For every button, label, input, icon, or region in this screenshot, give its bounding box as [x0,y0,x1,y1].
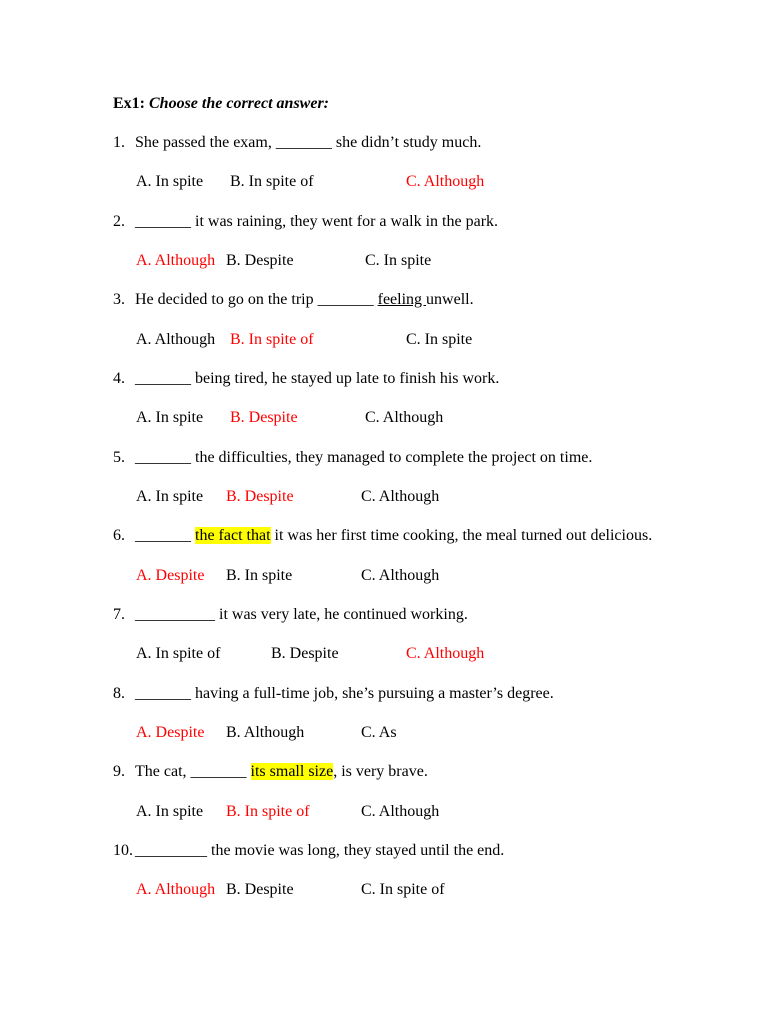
option-b: B. Although [226,724,305,741]
question-3 [113,290,474,310]
option-a: A. In spite [136,803,204,820]
options-5 [136,487,676,507]
question-number: 5. [113,449,125,466]
option-b: B. Despite [271,645,339,662]
option-b: B. Despite [226,252,294,269]
highlighted-phrase: the fact that [195,527,271,544]
question-text: _______ having a full-time job, she’s pursuing a master’s degree. [135,685,554,702]
question-text: _______ being tired, he stayed up late to finish his work. [135,370,500,387]
option-c: C. In spite [406,331,473,348]
option-c: C. Although [361,488,440,505]
options-10 [136,880,676,900]
option-a: A. Although [136,331,216,348]
question-text: __________ it was very late, he continued working. [135,606,468,623]
question-text: _________ the movie was long, they stayed until the end. [135,842,505,859]
exercise-instruction: Choose the correct answer: [149,95,329,112]
question-7 [113,605,468,625]
option-a-correct: A. Although [136,881,216,898]
question-number: 1. [113,134,125,151]
question-text-after: , is very brave. [333,763,428,780]
question-10 [113,841,504,861]
question-text-before: He decided to go on the trip _______ [135,291,378,308]
options-7 [136,644,676,664]
question-text: _______ the difficulties, they managed to complete the project on time. [135,449,593,466]
option-a-correct: A. Despite [136,724,205,741]
question-9 [113,762,428,782]
question-number: 4. [113,370,125,387]
options-3 [136,330,676,350]
option-b: B. Despite [226,881,294,898]
question-text-before: _______ [135,527,195,544]
underlined-phrase: feeling [377,291,427,308]
option-c: C. Although [361,567,440,584]
option-a-correct: A. Although [136,252,216,269]
option-b: B. In spite of [230,173,314,190]
question-6 [113,526,652,546]
option-a: A. In spite [136,173,204,190]
exercise-heading [113,94,329,114]
option-b: B. In spite [226,567,293,584]
option-b-correct: B. Despite [226,488,294,505]
option-b-correct: B. Despite [230,409,298,426]
question-text: She passed the exam, _______ she didn’t study much. [135,134,482,151]
options-8 [136,723,676,743]
option-a-correct: A. Despite [136,567,205,584]
options-2 [136,251,676,271]
options-1 [136,172,676,192]
highlighted-phrase: its small size [250,763,334,780]
question-5 [113,448,592,468]
option-c: C. As [361,724,397,741]
option-a: A. In spite [136,409,204,426]
option-c-correct: C. Although [406,173,485,190]
option-c: C. In spite of [361,881,445,898]
option-c: C. Although [365,409,444,426]
exercise-number: Ex1: [113,95,145,112]
option-b-correct: B. In spite of [230,331,314,348]
question-text-after: unwell. [426,291,474,308]
question-1 [113,133,481,153]
question-2 [113,212,498,232]
question-number: 2. [113,213,125,230]
options-9 [136,802,676,822]
question-number: 6. [113,527,125,544]
question-text-before: The cat, _______ [135,763,251,780]
option-c: C. In spite [365,252,432,269]
question-number: 9. [113,763,125,780]
question-number: 7. [113,606,125,623]
option-b-correct: B. In spite of [226,803,310,820]
options-4 [136,408,676,428]
question-number: 3. [113,291,125,308]
question-text-after: it was her first time cooking, the meal turned out delicious. [270,527,653,544]
option-a: A. In spite of [136,645,221,662]
question-4 [113,369,499,389]
options-6 [136,566,676,586]
option-a: A. In spite [136,488,204,505]
question-text: _______ it was raining, they went for a walk in the park. [135,213,499,230]
option-c: C. Although [361,803,440,820]
option-c-correct: C. Although [406,645,485,662]
question-8 [113,684,554,704]
question-number: 10. [113,842,133,859]
question-number: 8. [113,685,125,702]
